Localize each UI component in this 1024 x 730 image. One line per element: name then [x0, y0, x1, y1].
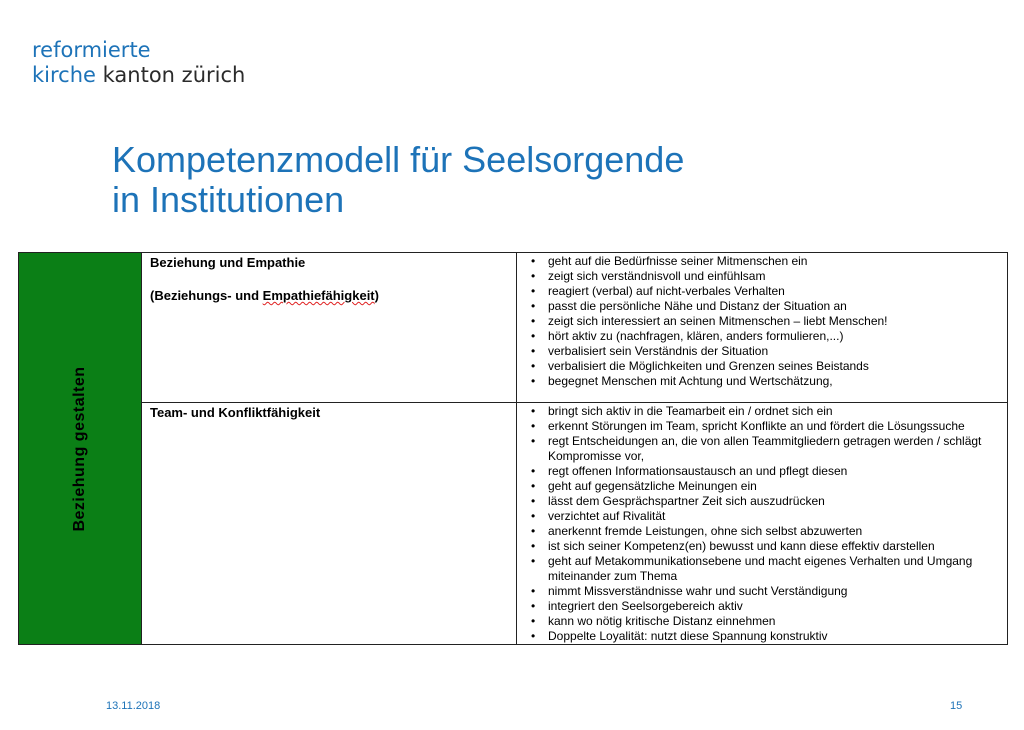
behavior-list-cell	[517, 403, 1008, 645]
behavior-item: • nimmt Missverständnisse wahr und sucht Verständigung	[531, 584, 1001, 599]
competence-name-cell	[142, 403, 517, 645]
behavior-list-cell	[517, 253, 1008, 403]
competence-table	[18, 252, 1008, 645]
slide-date: 13.11.2018	[106, 700, 161, 712]
behavior-list	[531, 254, 1001, 389]
behavior-item: • erkennt Störungen im Team, spricht Konflikte an und fördert die Lösungssuche	[531, 419, 1001, 434]
behavior-item: • reagiert (verbal) auf nicht-verbales Verhalten	[531, 284, 1001, 299]
behavior-item: • verbalisiert die Möglichkeiten und Grenzen seines Beistands	[531, 359, 1001, 374]
table-row	[19, 253, 1008, 403]
behavior-item: • integriert den Seelsorgebereich aktiv	[531, 599, 1001, 614]
behavior-item: • passt die persönliche Nähe und Distanz der Situation an	[531, 299, 1001, 314]
behavior-item: • regt Entscheidungen an, die von allen Teammitgliedern getragen werden / schlägt Kompromisse vor,	[531, 434, 1001, 464]
behavior-item: • hört aktiv zu (nachfragen, klären, anders formulieren,...)	[531, 329, 1001, 344]
behavior-item: • geht auf Metakommunikationsebene und macht eigenes Verhalten und Umgang miteinander zum Thema	[531, 554, 1001, 584]
behavior-item: • begegnet Menschen mit Achtung und Wertschätzung,	[531, 374, 1001, 389]
behavior-item: • anerkennt fremde Leistungen, ohne sich selbst abzuwerten	[531, 524, 1001, 539]
competence-subtitle: (Beziehungs- und Empathiefähigkeit)	[150, 288, 379, 303]
slide-title-line-2: in Institutionen	[112, 179, 345, 220]
behavior-item: • verzichtet auf Rivalität	[531, 509, 1001, 524]
behavior-item: • Doppelte Loyalität: nutzt diese Spannung konstruktiv	[531, 629, 1001, 644]
logo-line-1: reformierte	[32, 38, 151, 62]
competence-title: Team- und Konfliktfähigkeit	[150, 405, 321, 420]
behavior-item: • lässt dem Gesprächspartner Zeit sich auszudrücken	[531, 494, 1001, 509]
category-label: Beziehung gestalten	[71, 365, 88, 532]
spellcheck-marked-word: Empathiefähigkeit	[262, 288, 375, 303]
behavior-item: • regt offenen Informationsaustausch an und pflegt diesen	[531, 464, 1001, 479]
logo-kirche: kirche	[32, 63, 96, 87]
behavior-item: • verbalisiert sein Verständnis der Situation	[531, 344, 1001, 359]
slide-page-number: 15	[950, 700, 963, 712]
behavior-list	[531, 404, 1001, 644]
behavior-item: • zeigt sich interessiert an seinen Mitmenschen – liebt Menschen!	[531, 314, 1001, 329]
slide-title-line-1: Kompetenzmodell für Seelsorgende	[112, 139, 685, 180]
organization-logo	[32, 38, 245, 88]
behavior-item: • geht auf die Bedürfnisse seiner Mitmenschen ein	[531, 254, 1001, 269]
competence-name-cell	[142, 253, 517, 403]
category-cell	[19, 253, 142, 645]
behavior-item: • kann wo nötig kritische Distanz einnehmen	[531, 614, 1001, 629]
behavior-item: • zeigt sich verständnisvoll und einfühlsam	[531, 269, 1001, 284]
table-row	[19, 403, 1008, 645]
slide-title	[112, 140, 684, 220]
behavior-item: • bringt sich aktiv in die Teamarbeit ein / ordnet sich ein	[531, 404, 1001, 419]
behavior-item: • ist sich seiner Kompetenz(en) bewusst und kann diese effektiv darstellen	[531, 539, 1001, 554]
behavior-item: • geht auf gegensätzliche Meinungen ein	[531, 479, 1001, 494]
logo-kanton: kanton zürich	[95, 63, 246, 87]
competence-title: Beziehung und Empathie	[150, 255, 306, 270]
